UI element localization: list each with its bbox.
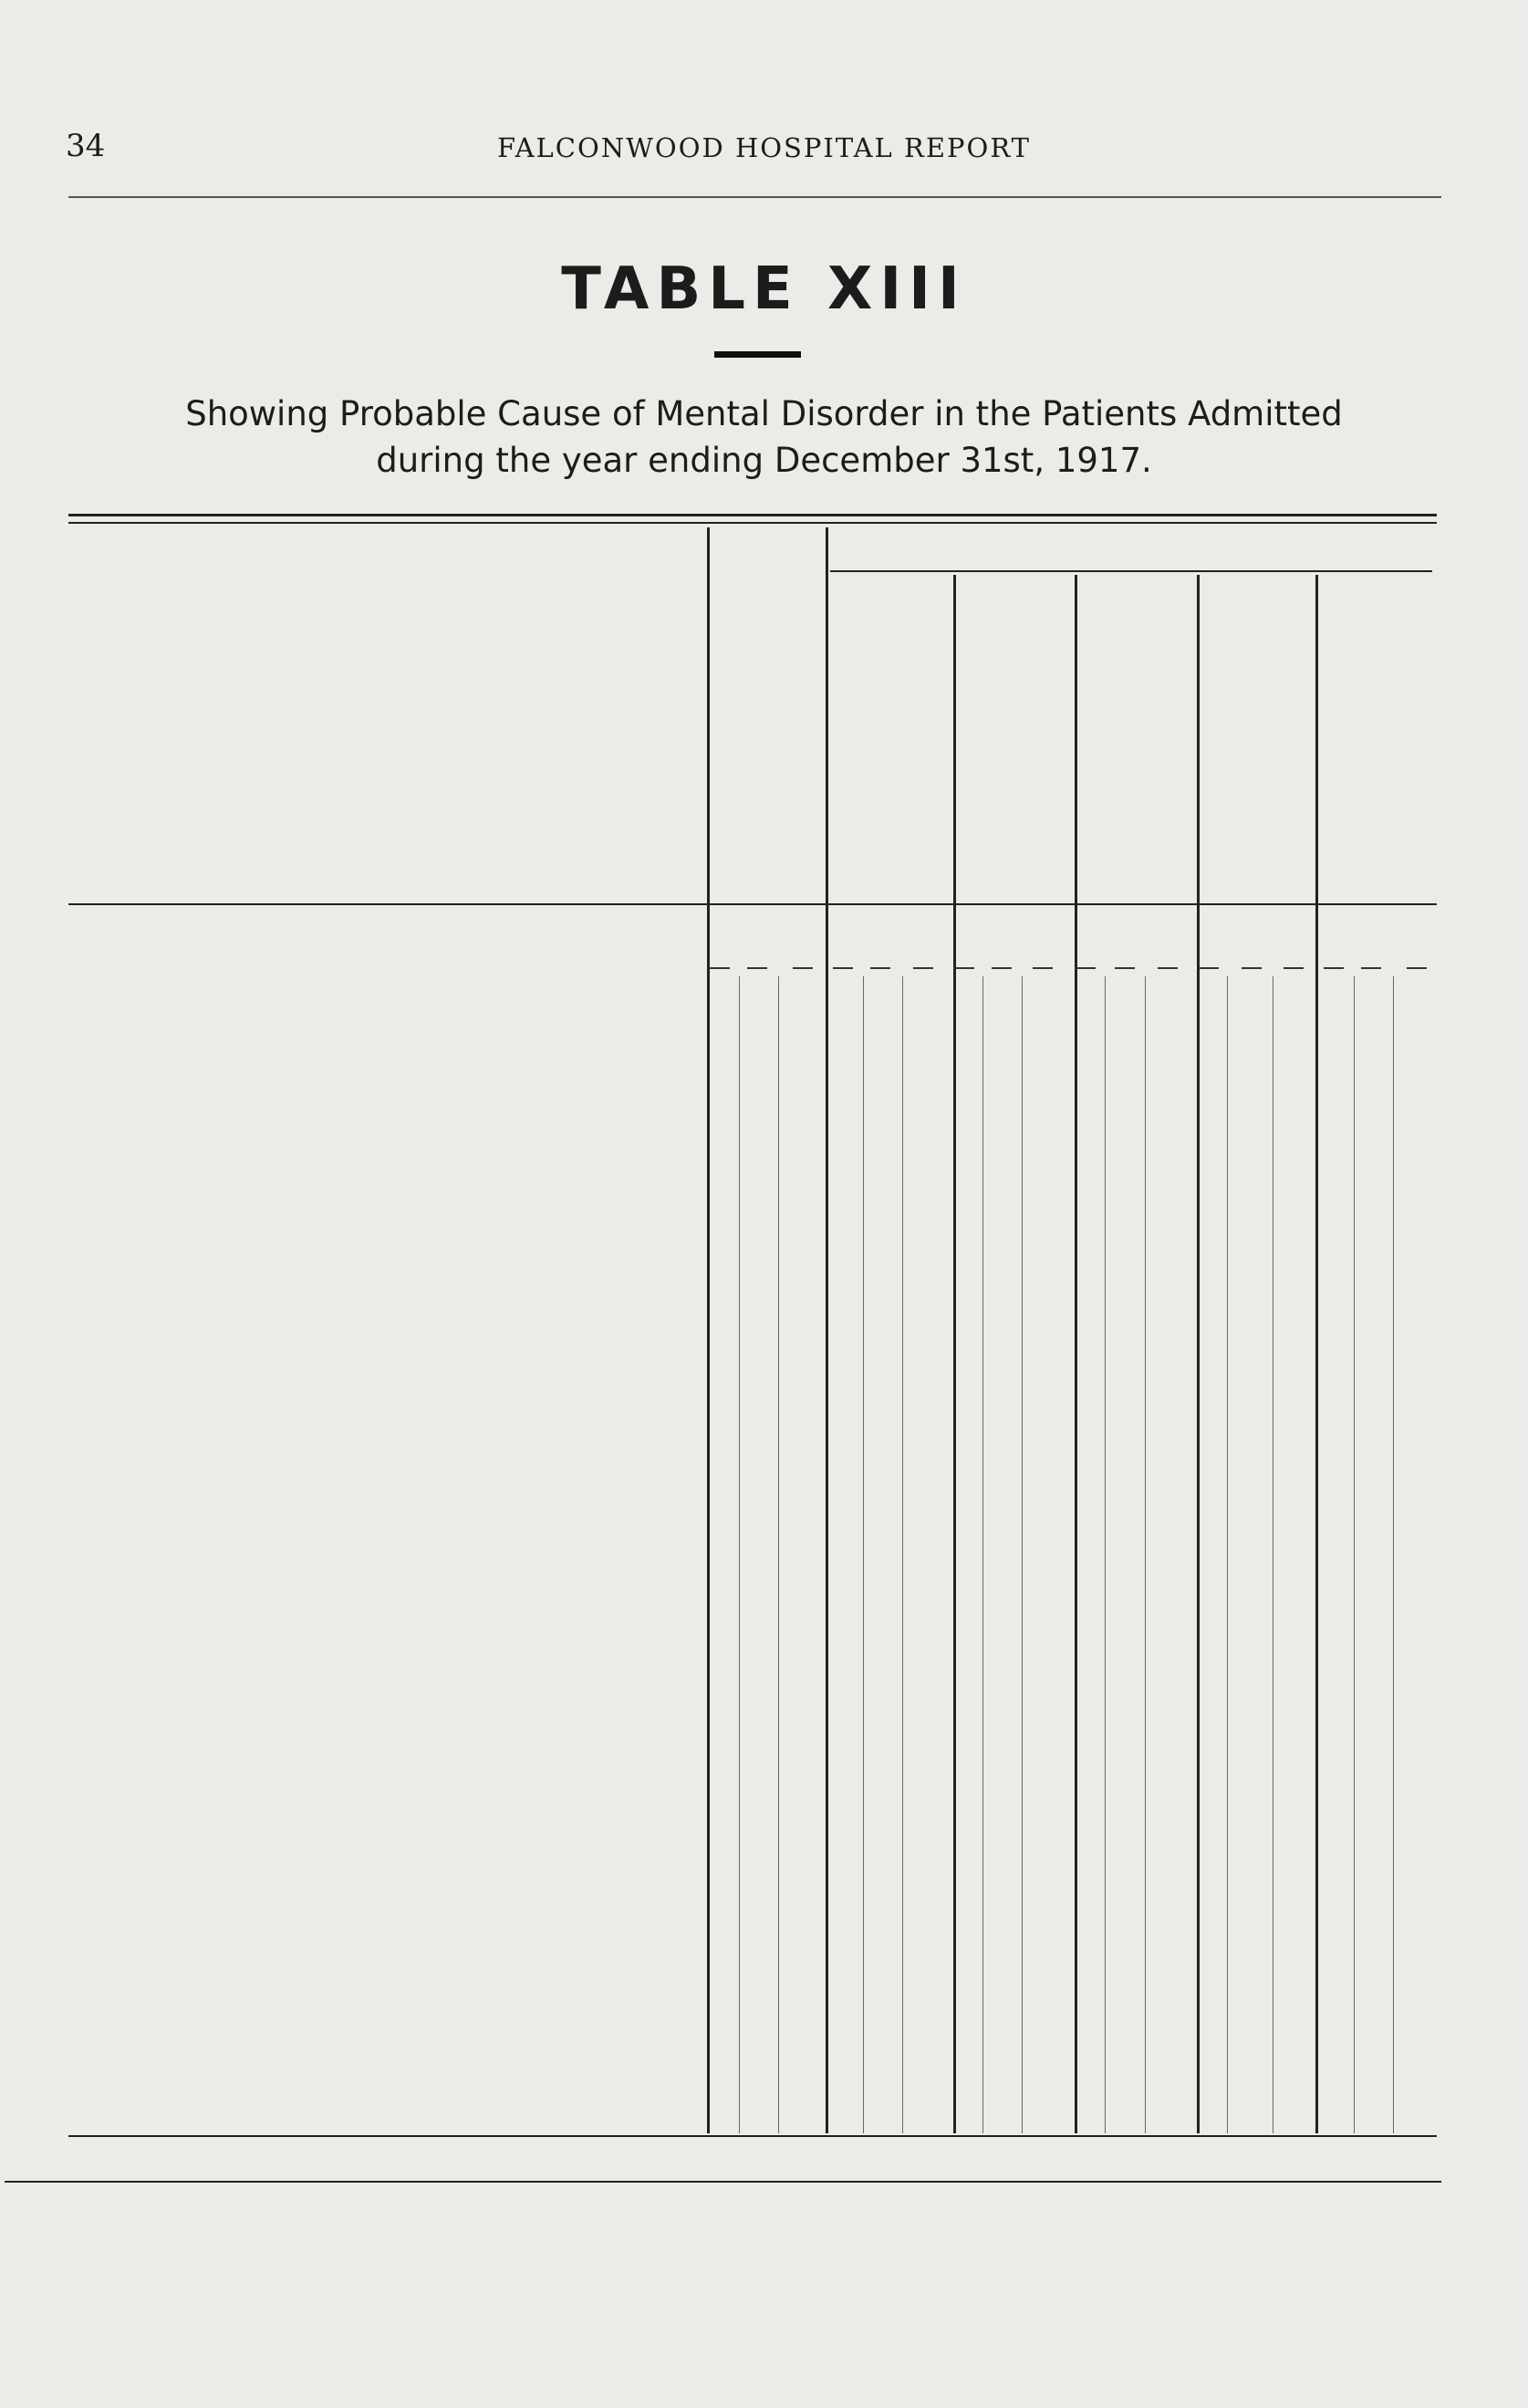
subcolumn-divider bbox=[1022, 976, 1023, 2133]
subcolumn-dash bbox=[747, 967, 767, 969]
subcolumn-divider bbox=[739, 976, 740, 2133]
subcolumn-dash bbox=[1199, 967, 1219, 969]
table-bottom-rule bbox=[5, 2181, 1441, 2183]
subcolumn-divider bbox=[1105, 976, 1106, 2133]
subcolumn-dash bbox=[793, 967, 813, 969]
subcolumn-dash bbox=[1324, 967, 1344, 969]
subcolumn-dash bbox=[1033, 967, 1053, 969]
subcolumn-dash bbox=[833, 967, 853, 969]
subcolumn-dash bbox=[1115, 967, 1135, 969]
subcolumn-divider bbox=[1393, 976, 1394, 2133]
subcolumn-divider bbox=[778, 976, 779, 2133]
column-divider bbox=[953, 575, 956, 2133]
subcolumn-dash bbox=[1242, 967, 1262, 969]
subcolumn-dash bbox=[1407, 967, 1427, 969]
subcolumn-divider bbox=[982, 976, 983, 2133]
column-divider bbox=[1075, 575, 1077, 2133]
subcolumn-dash bbox=[710, 967, 730, 969]
subtitle-line-1: Showing Probable Cause of Mental Disorder in the Patients Admitted bbox=[185, 394, 1343, 433]
subcolumn-dash bbox=[1284, 967, 1304, 969]
column-divider bbox=[826, 575, 828, 2133]
total-top-rule bbox=[68, 2135, 1437, 2137]
subcolumn-divider bbox=[1354, 976, 1355, 2133]
subcolumn-divider bbox=[902, 976, 903, 2133]
subcolumn-dash bbox=[1076, 967, 1096, 969]
subcolumn-dash bbox=[992, 967, 1012, 969]
group-divider bbox=[826, 527, 828, 575]
page-number: 34 bbox=[66, 128, 106, 164]
subcolumn-dash bbox=[870, 967, 890, 969]
subcolumn-dash bbox=[913, 967, 933, 969]
column-divider bbox=[707, 527, 710, 2133]
header-bottom-rule bbox=[68, 903, 1437, 905]
subcolumn-divider bbox=[1145, 976, 1146, 2133]
table-title: TABLE XIII bbox=[561, 255, 967, 323]
subcolumn-dash bbox=[954, 967, 974, 969]
subcolumn-divider bbox=[863, 976, 864, 2133]
subcolumn-dash bbox=[1158, 967, 1178, 969]
column-divider bbox=[1315, 575, 1318, 2133]
subtitle-line-2: during the year ending December 31st, 1917. bbox=[376, 441, 1152, 480]
running-head: FALCONWOOD HOSPITAL REPORT bbox=[496, 132, 1031, 163]
table-top-rule-2 bbox=[68, 522, 1437, 524]
table-top-rule bbox=[68, 514, 1437, 516]
group-header-rule bbox=[830, 570, 1432, 572]
column-divider bbox=[1197, 575, 1200, 2133]
subcolumn-divider bbox=[1227, 976, 1228, 2133]
subcolumn-dash bbox=[1361, 967, 1381, 969]
